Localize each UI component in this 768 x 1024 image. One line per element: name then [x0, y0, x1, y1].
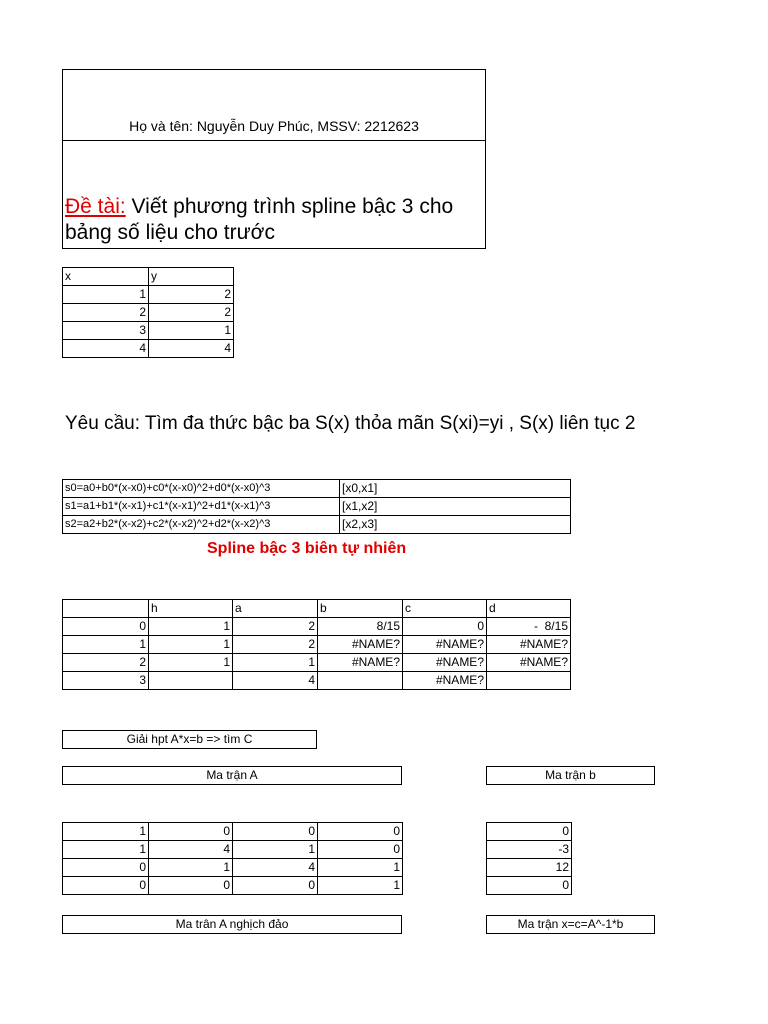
- table-row: [63, 322, 234, 340]
- solve-label: Giải hpt A*x=b => tìm C: [62, 730, 317, 749]
- matrix-a-label: Ma trận A: [62, 766, 402, 785]
- cell-h: [149, 672, 233, 690]
- table-row: [63, 877, 403, 895]
- header-x: x: [63, 268, 149, 286]
- table-row: [63, 636, 571, 654]
- cell-a: 1: [233, 654, 318, 672]
- header-h: h: [149, 600, 233, 618]
- cell-h: 1: [149, 636, 233, 654]
- matrix-x-label: Ma trận x=c=A^-1*b: [486, 915, 655, 934]
- header-divider: [62, 140, 486, 141]
- cell-c: #NAME?: [403, 654, 487, 672]
- header-b: b: [318, 600, 403, 618]
- matrix-a: [62, 822, 403, 895]
- matrix-cell: 0: [63, 859, 149, 877]
- cell-h: 1: [149, 654, 233, 672]
- table-row: [63, 672, 571, 690]
- header-d: d: [487, 600, 571, 618]
- matrix-cell: 1: [63, 841, 149, 859]
- equation-formula: s0=a0+b0*(x-x0)+c0*(x-x0)^2+d0*(x-x0)^3: [63, 480, 340, 498]
- cell-x: 4: [63, 340, 149, 358]
- cell-b: #NAME?: [318, 654, 403, 672]
- matrix-cell: 1: [63, 823, 149, 841]
- table-row: [63, 618, 571, 636]
- cell-x: 1: [63, 286, 149, 304]
- topic-label: Đề tài:: [65, 195, 126, 218]
- matrix-cell: 1: [318, 859, 403, 877]
- table-row: [487, 877, 572, 895]
- xy-table: [62, 267, 234, 358]
- equations-table: [62, 479, 571, 534]
- table-row: [63, 304, 234, 322]
- table-row: [63, 654, 571, 672]
- matrix-cell: -3: [487, 841, 572, 859]
- matrix-cell: 0: [233, 877, 318, 895]
- cell-y: 1: [149, 322, 234, 340]
- matrix-cell: 0: [149, 823, 233, 841]
- cell-c: #NAME?: [403, 636, 487, 654]
- cell-c: 0: [403, 618, 487, 636]
- cell-d: #NAME?: [487, 636, 571, 654]
- cell-a: 2: [233, 636, 318, 654]
- matrix-cell: 0: [487, 877, 572, 895]
- matrix-cell: 0: [63, 877, 149, 895]
- matrix-a-inverse-label: Ma trân A nghịch đảo: [62, 915, 402, 934]
- topic-text: Viết phương trình spline bậc 3 cho bảng số liệu cho trước: [65, 195, 454, 244]
- table-row: [63, 268, 234, 286]
- table-row: [487, 823, 572, 841]
- cell-a: 4: [233, 672, 318, 690]
- equation-formula: s1=a1+b1*(x-x1)+c1*(x-x1)^2+d1*(x-x1)^3: [63, 498, 340, 516]
- cell-a: 2: [233, 618, 318, 636]
- cell-b: #NAME?: [318, 636, 403, 654]
- topic-title: [65, 194, 483, 246]
- equation-interval: [x1,x2]: [340, 498, 571, 516]
- table-row: [63, 340, 234, 358]
- cell-y: 2: [149, 304, 234, 322]
- matrix-cell: 1: [233, 841, 318, 859]
- student-info: Họ và tên: Nguyễn Duy Phúc, MSSV: 2212623: [129, 118, 419, 134]
- cell-y: 2: [149, 286, 234, 304]
- spline-title: Spline bậc 3 biên tự nhiên: [207, 540, 407, 557]
- cell-c: #NAME?: [403, 672, 487, 690]
- matrix-cell: 0: [233, 823, 318, 841]
- requirement-text: Yêu cầu: Tìm đa thức bậc ba S(x) thỏa mãn S(xi)=yi , S(x) liên tục 2: [65, 413, 636, 434]
- cell-index: 1: [63, 636, 149, 654]
- matrix-cell: 4: [149, 841, 233, 859]
- matrix-cell: 0: [149, 877, 233, 895]
- table-row: [63, 498, 571, 516]
- table-row: [487, 841, 572, 859]
- cell-y: 4: [149, 340, 234, 358]
- table-row: [487, 859, 572, 877]
- header-a: a: [233, 600, 318, 618]
- matrix-cell: 0: [318, 841, 403, 859]
- table-row: [63, 480, 571, 498]
- cell-index: 3: [63, 672, 149, 690]
- header-y: y: [149, 268, 234, 286]
- cell-d: - 8/15: [487, 618, 571, 636]
- cell-x: 2: [63, 304, 149, 322]
- table-row: [63, 286, 234, 304]
- cell-h: 1: [149, 618, 233, 636]
- matrix-cell: 12: [487, 859, 572, 877]
- matrix-cell: 0: [487, 823, 572, 841]
- matrix-cell: 1: [149, 859, 233, 877]
- matrix-cell: 1: [318, 877, 403, 895]
- equation-formula: s2=a2+b2*(x-x2)+c2*(x-x2)^2+d2*(x-x2)^3: [63, 516, 340, 534]
- matrix-cell: 0: [318, 823, 403, 841]
- cell-b: [318, 672, 403, 690]
- cell-b: 8/15: [318, 618, 403, 636]
- table-row: [63, 600, 571, 618]
- cell-d: #NAME?: [487, 654, 571, 672]
- cell-index: 0: [63, 618, 149, 636]
- table-row: [63, 516, 571, 534]
- matrix-b: [486, 822, 572, 895]
- table-row: [63, 859, 403, 877]
- cell-x: 3: [63, 322, 149, 340]
- matrix-b-label: Ma trận b: [486, 766, 655, 785]
- cell-d: [487, 672, 571, 690]
- table-row: [63, 823, 403, 841]
- coef-table: [62, 599, 571, 690]
- cell-index: 2: [63, 654, 149, 672]
- header-c: c: [403, 600, 487, 618]
- header-index: [63, 600, 149, 618]
- table-row: [63, 841, 403, 859]
- matrix-cell: 4: [233, 859, 318, 877]
- equation-interval: [x0,x1]: [340, 480, 571, 498]
- equation-interval: [x2,x3]: [340, 516, 571, 534]
